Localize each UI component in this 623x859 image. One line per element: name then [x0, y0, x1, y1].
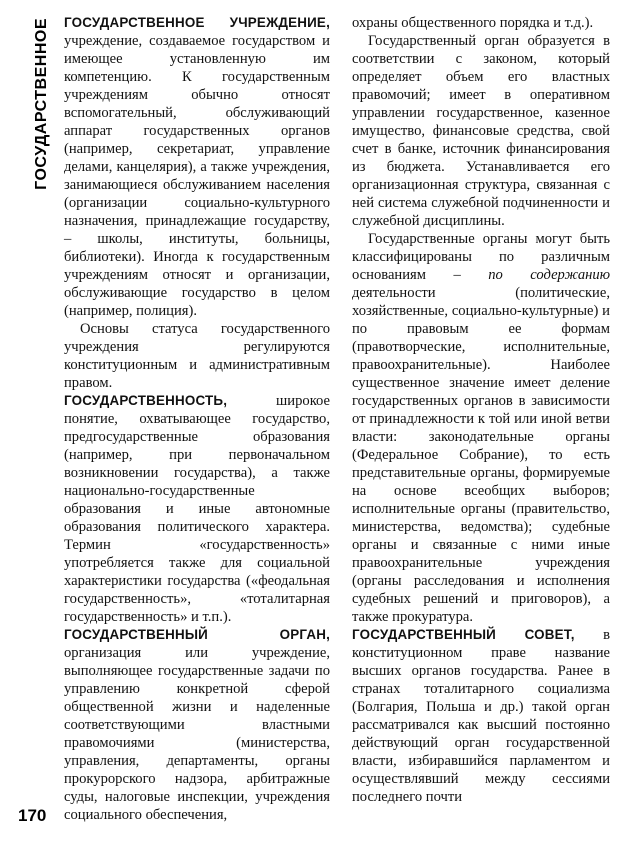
entry-term: ГОСУДАРСТВЕННЫЙ СОВЕТ,	[352, 627, 575, 642]
running-head-text: ГОСУДАРСТВЕННОЕ	[33, 18, 50, 190]
entry-gosudarstvennyi-organ	[64, 626, 330, 824]
entry-paragraph: Основы статуса государственного учреждения регулируются конституционным и административным правом.	[64, 321, 330, 391]
entry-body: широкое понятие, охватывающее государство, предгосударственные образования (например, при первоначальном возникновении государства), а также национально-государственные образования и иные автономные образования политического характера. Термин «государственность» употребляется также для социальной характеристики государства («феодальная государственность», «тоталитарная государственность» и т.п.).	[64, 393, 330, 625]
entry-paragraph: Государственный орган образуется в соответствии с законом, который определяет объем его властных правомочий; имеет в оперативном управлении государственное, казенное имущество, финансовые средства, свой счет в банке, источник финансирования из бюджета. Устанавливается его организационная структура, связанная с ней система служебной подчиненности и служебной дисциплины.	[352, 33, 610, 229]
entry-term: ГОСУДАРСТВЕННОЕ УЧРЕЖДЕНИЕ,	[64, 15, 330, 30]
entry-continuation: охраны общественного порядка и т.д.).	[352, 15, 594, 31]
left-column	[64, 14, 330, 824]
entry-gosudarstvennoe-uchrezhdenie	[64, 14, 330, 320]
page-number: 170	[18, 806, 47, 825]
entry-term: ГОСУДАРСТВЕННЫЙ ОРГАН,	[64, 627, 330, 642]
entry-gosudarstvennost	[64, 392, 330, 626]
running-head	[22, 18, 62, 218]
entry-term: ГОСУДАРСТВЕННОСТЬ,	[64, 393, 228, 408]
entry-paragraph-classification	[352, 230, 610, 626]
paragraph-emphasis: – по содержанию	[426, 267, 610, 283]
paragraph-text: деятельности (политические, хозяйственные, социально-культурные) и по правовым ее формам (правотворческие, исполнительные, правоохранительные). Наиболее существенное значение имеет деление государственных органов в зависимости от принадлежности к той или иной ветви власти: законодательные органы (Федеральное Собрание), то есть представительные органы, формируемые на основе всеобщих выборов; исполнительные органы (правительство, министерства, ведомства); судебные органы и связанные с ними иные правоохранительные учреждения (органы расследования и исполнения судебных решений и приговоров), а также прокуратура.	[352, 285, 610, 625]
right-column	[352, 14, 610, 806]
entry-body: учреждение, создаваемое государством и имеющее установленную им компетенцию. К государственным учреждениям обычно относят вспомогательный, обслуживающий аппарат государственных органов (например, секретариат, управление делами, канцелярия), а также учреждения, занимающиеся обслуживанием населения (организации социально-культурного назначения, принадлежащие государству, – школы, институты, больницы, библиотеки). Иногда к государственным учреждениям относят и организации, обслуживающие государство в целом (например, полиция).	[64, 33, 330, 319]
entry-gosudarstvennyi-sovet	[352, 626, 610, 806]
entry-body: в конституционном праве название высших органов государства. Ранее в странах тоталитарного социализма (Болгария, Польша и др.) такой орган рассматривался как высший постоянно действующий орган государственной власти, избиравшийся парламентом и осуществлявший между сессиями последнего почти	[352, 627, 610, 805]
entry-body: организация или учреждение, выполняющее государственные задачи по управлению конкретной сферой общественной жизни и наделенные соответствующими властными правомочиями (министерства, управления, департаменты, органы прокурорского надзора, арбитражные суды, налоговые инспекции, учреждения социального обеспечения,	[64, 645, 330, 823]
paragraph-lead: Государственные органы могут быть классифицированы по различным основаниям	[352, 231, 610, 283]
